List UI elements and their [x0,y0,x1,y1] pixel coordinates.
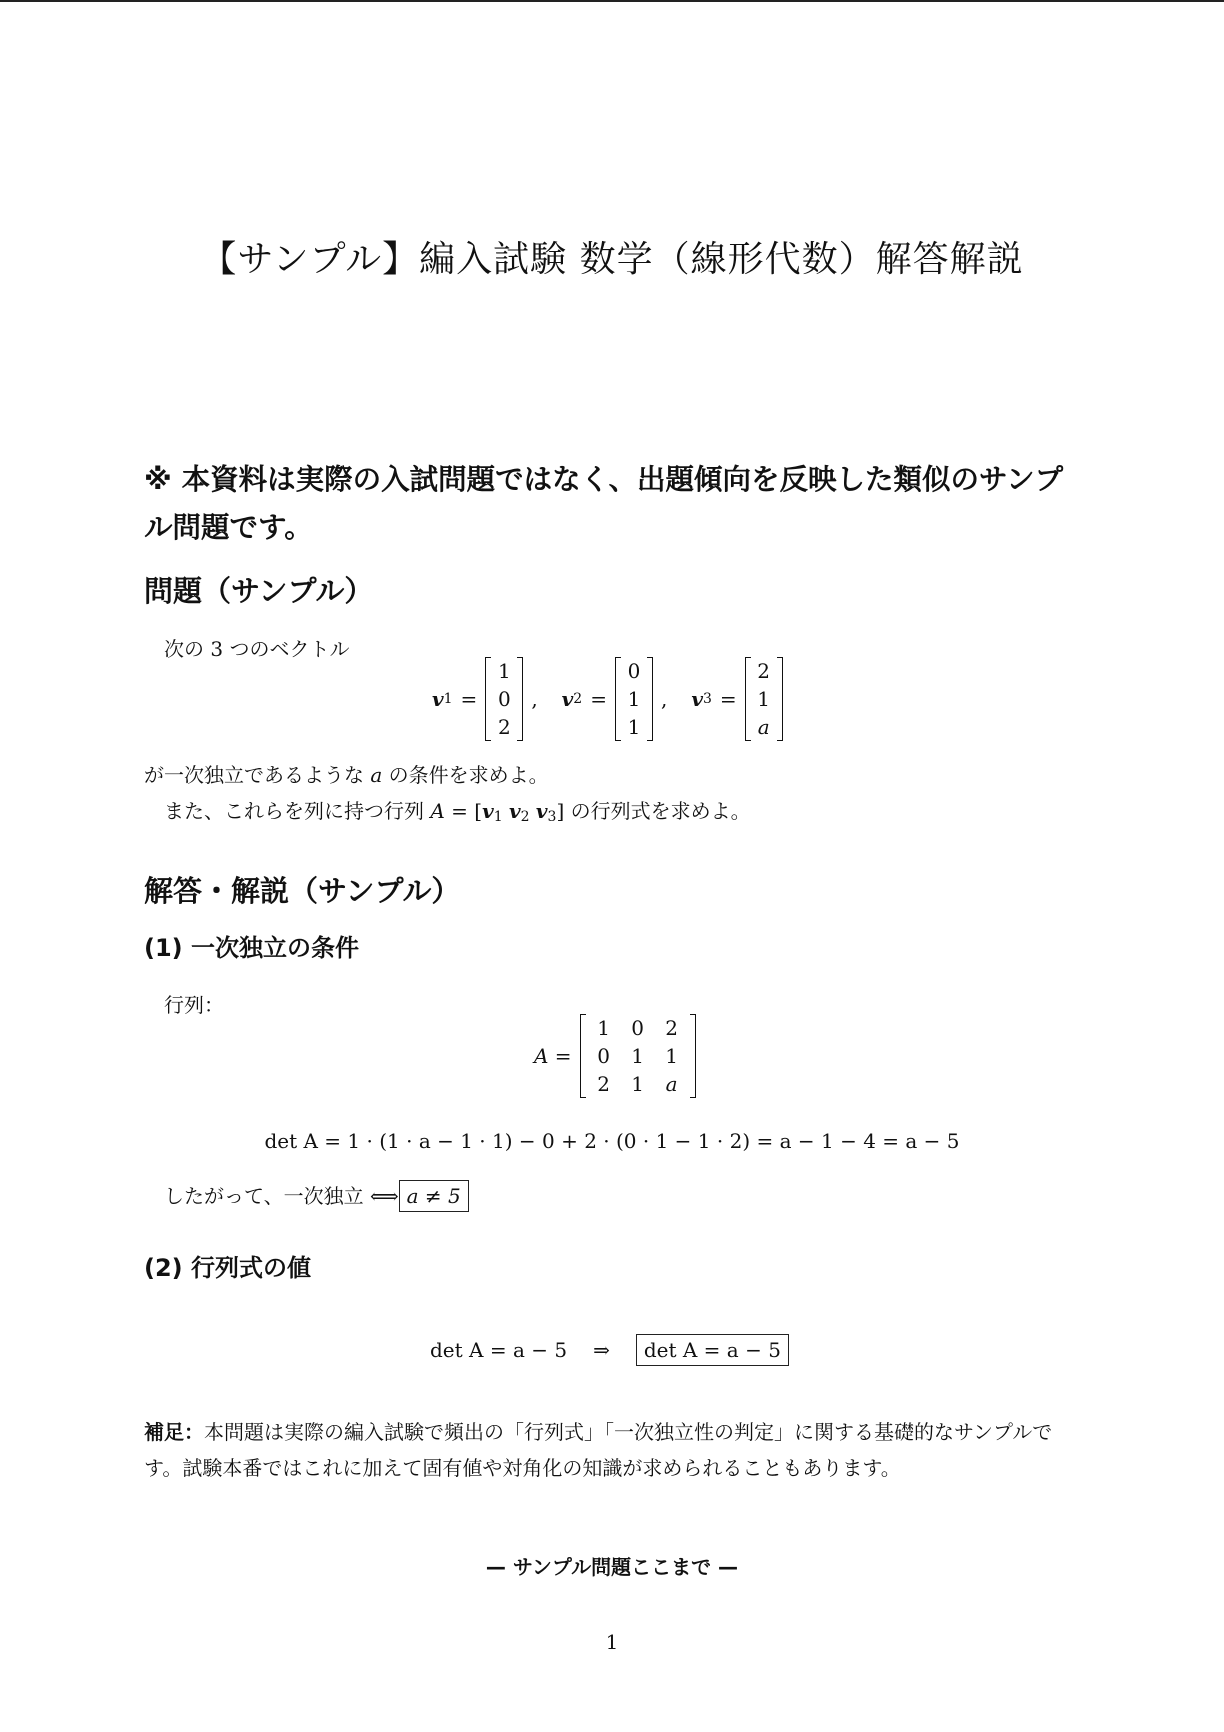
end-marker: — サンプル問題ここまで — [485,1555,739,1579]
problem-intro: 次の 3 つのベクトル [164,637,350,661]
independence-conclusion: したがって、一次独立 ⟺ a ≠ 5 [164,1180,469,1212]
matrix-A: 1 0 2 0 1 1 2 1 a [580,1014,696,1098]
determinant-expansion: det A = 1 · (1 · a − 1 · 1) − 0 + 2 · (0 · 1 − 1 · 2) = a − 1 − 4 = a − 5 [264,1129,960,1153]
problem-line-2: また、これらを列に持つ行列 $A = [v_1$ $v_2$ $v_3$] の行列式を求めよ。 [164,799,751,825]
vector-v2: v 2 = 0 1 1 , [561,659,668,739]
problem-heading: 問題（サンプル） [144,574,374,608]
supplement-note [144,1414,1084,1486]
matrix-definition: A = 1 0 2 0 1 1 2 1 a [534,1013,696,1099]
supplement-label: 補足： [144,1420,204,1444]
problem-line-1: が一次独立であるような a の条件を求めよ。 [144,763,549,787]
page-number: 1 [605,1630,619,1654]
vector-v2-column: 0 1 1 [615,657,653,741]
supplement-text: 本問題は実際の編入試験で頻出の「行列式」「一次独立性の判定」に関する基礎的なサンプルです。試験本番ではこれに加えて固有値や対角化の知識が求められることもあります。 [144,1420,1053,1480]
sample-notice: ※ 本資料は実際の入試問題ではなく、出題傾向を反映した類似のサンプル問題です。 [144,463,1064,544]
vector-v3: v 3 = 2 1 a [691,657,782,741]
answer-box-determinant: det A = a − 5 [636,1334,789,1366]
part2-heading: (2) 行列式の値 [144,1254,311,1282]
part1-heading: (1) 一次独立の条件 [144,934,359,962]
top-border [0,0,1224,2]
determinant-result: det A = a − 5 ⇒ det A = a − 5 [430,1334,789,1366]
answer-box-condition: a ≠ 5 [399,1180,469,1212]
vector-v1-column: 1 0 2 [485,657,523,741]
vector-v3-column: 2 1 a [745,657,783,741]
matrix-label: 行列： [164,993,224,1017]
answer-heading: 解答・解説（サンプル） [144,874,461,908]
implies-arrow: ⇒ [593,1338,610,1362]
vector-definitions [432,656,783,742]
document-title: 【サンプル】編入試験 数学（線形代数）解答解説 [200,239,1024,280]
vector-v1: v 1 = 1 0 2 , [432,659,538,739]
